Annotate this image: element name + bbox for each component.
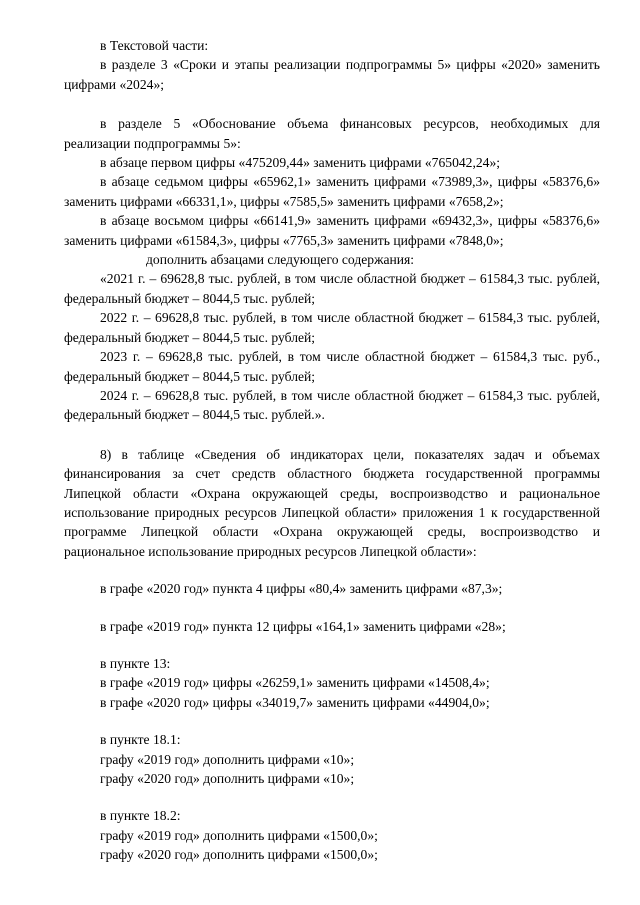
paragraph-item-13: в пункте 13: (100, 655, 171, 671)
spacer (64, 599, 600, 617)
paragraph-seventh-abzac: в абзаце седьмом цифры «65962,1» заменить цифрами «73989,3», цифры «58376,6» заменить цифрами «66331,1», цифры «7585,5» заменить цифрами «7658,2»; (64, 174, 600, 209)
paragraph-item-13-2020: в графе «2020 год» цифры «34019,7» заменить цифрами «44904,0»; (100, 694, 490, 710)
paragraph-item-18-2-2020: графу «2020 год» дополнить цифрами «1500,0»; (100, 847, 378, 863)
paragraph-section-5: в разделе 5 «Обоснование объема финансовых ресурсов, необходимых для реализации подпрограммы 5»: (64, 116, 600, 151)
paragraph-first-abzac: в абзаце первом цифры «475209,44» заменить цифрами «765042,24»; (100, 155, 501, 171)
paragraph-table-8: 8) в таблице «Сведения об индикаторах цели, показателях задач и объемах финансирования за счет средств областного бюджета государственной программы Липецкой области «Охрана окружающей среды, воспроизводство и рациональное использование природных ресурсов Липецкой области» приложения 1 к государственной программе Липецкой области «Охрана окружающей среды, воспроизводство и рациональное использование природных ресурсов Липецкой области»: (64, 446, 600, 559)
paragraph-section-3: в разделе 3 «Сроки и этапы реализации подпрограммы 5» цифры «2020» заменить цифрами «2024»; (64, 57, 600, 92)
spacer (64, 712, 600, 730)
spacer (64, 561, 600, 579)
spacer (64, 636, 600, 654)
document-page (64, 36, 600, 865)
paragraph-add-abzacs: дополнить абзацами следующего содержания: (146, 252, 415, 268)
paragraph-eighth-abzac: в абзаце восьмом цифры «66141,9» заменить цифрами «69432,3», цифры «58376,6» заменить цифрами «61584,3», цифры «7765,3» заменить цифрами «7848,0»; (64, 213, 600, 248)
spacer (64, 94, 600, 114)
paragraph-2022: 2022 г. – 69628,8 тыс. рублей, в том числе областной бюджет – 61584,3 тыс. рублей, федеральный бюджет – 8044,5 тыс. рублей; (64, 310, 600, 345)
paragraph-2021: «2021 г. – 69628,8 тыс. рублей, в том числе областной бюджет – 61584,3 тыс. рублей, федеральный бюджет – 8044,5 тыс. рублей; (64, 271, 600, 306)
spacer (64, 788, 600, 806)
paragraph-item-4: в графе «2020 год» пункта 4 цифры «80,4» заменить цифрами «87,3»; (100, 581, 503, 597)
paragraph-item-18-1-2020: графу «2020 год» дополнить цифрами «10»; (100, 771, 355, 786)
paragraph-item-18-1-2019: графу «2019 год» дополнить цифрами «10»; (100, 751, 355, 767)
paragraph-2024: 2024 г. – 69628,8 тыс. рублей, в том числе областной бюджет – 61584,3 тыс. рублей, федеральный бюджет – 8044,5 тыс. рублей.». (64, 387, 600, 423)
paragraph-item-12: в графе «2019 год» пункта 12 цифры «164,1» заменить цифрами «28»; (100, 618, 506, 634)
spacer (64, 425, 600, 445)
paragraph-text-part: в Текстовой части: (100, 38, 209, 53)
paragraph-2023: 2023 г. – 69628,8 тыс. рублей, в том числе областной бюджет – 61584,3 тыс. руб., федеральный бюджет – 8044,5 тыс. рублей; (64, 349, 600, 384)
paragraph-item-18-2: в пункте 18.2: (100, 808, 181, 824)
paragraph-item-18-1: в пункте 18.1: (100, 732, 181, 748)
paragraph-item-13-2019: в графе «2019 год» цифры «26259,1» заменить цифрами «14508,4»; (100, 675, 490, 691)
paragraph-item-18-2-2019: графу «2019 год» дополнить цифрами «1500,0»; (100, 827, 378, 843)
